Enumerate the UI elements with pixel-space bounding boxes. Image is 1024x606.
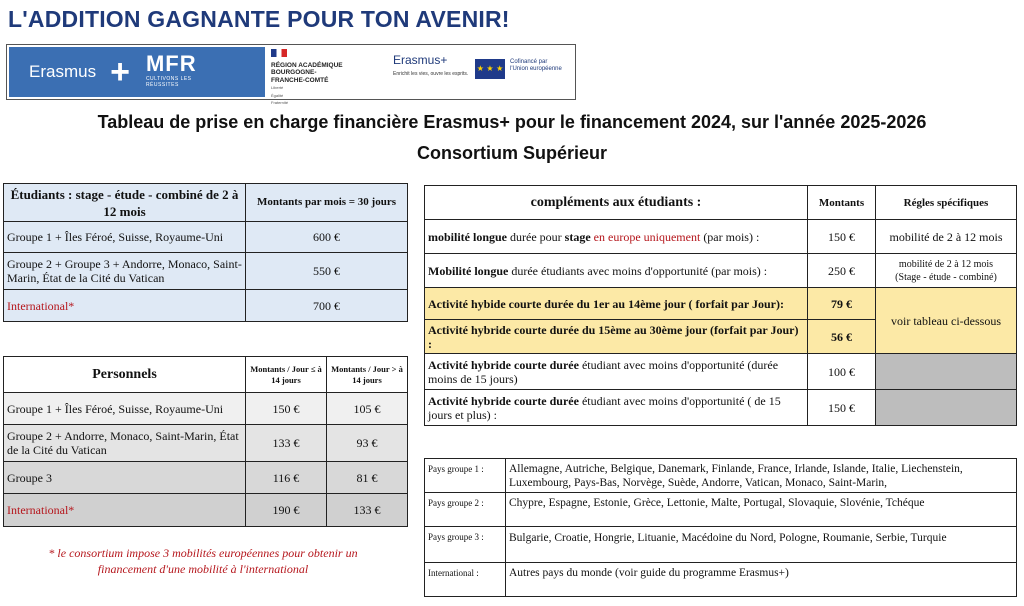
staff-row-amount-le14: 190 € xyxy=(246,494,327,527)
region-line-1: RÉGION ACADÉMIQUE xyxy=(271,61,343,69)
complement-row-rule: mobilité de 2 à 12 mois xyxy=(876,220,1017,254)
staff-amount-le14-header: Montants / Jour ≤ à 14 jours xyxy=(246,357,327,393)
staff-row-amount-gt14: 93 € xyxy=(327,425,408,462)
region-academique-logo xyxy=(271,49,381,107)
complements-rules-header: Régles spécifiques xyxy=(876,186,1017,220)
mfr-logo xyxy=(146,52,226,92)
students-amount-header: Montants par mois = 30 jours xyxy=(246,184,408,222)
complement-row-label: Activité hybide courte durée du 1er au 14ème jour ( forfait par Jour): xyxy=(425,288,808,320)
eu-cofinance-text xyxy=(510,59,562,73)
country-group-list: Autres pays du monde (voir guide du programme Erasmus+) xyxy=(506,563,1017,597)
region-motto-3: Fraternité xyxy=(271,100,289,105)
country-group-label: Pays groupe 2 : xyxy=(425,493,506,527)
students-table xyxy=(3,183,408,322)
complement-row-amount: 79 € xyxy=(808,288,876,320)
complement-row-amount: 150 € xyxy=(808,220,876,254)
country-group-label: International : xyxy=(425,563,506,597)
mfr-tagline: CULTIVONS LES RÉUSSITES xyxy=(145,76,192,88)
erasmus-label: Erasmus xyxy=(29,62,97,81)
country-group-list: Chypre, Espagne, Estonie, Grèce, Lettonie, Malte, Portugal, Slovaquie, Slovénie, Tchéque xyxy=(506,493,1017,527)
region-motto-2: Égalité xyxy=(271,92,284,98)
eu-text-1: Cofinancé par xyxy=(510,59,548,65)
staff-row-amount-gt14: 105 € xyxy=(327,393,408,425)
students-row-amount: 550 € xyxy=(246,253,408,290)
erasmus-mfr-logo xyxy=(9,47,265,97)
complement-row-rule-empty xyxy=(876,390,1017,426)
partner-logos-banner xyxy=(6,44,576,105)
country-group-list: Allemagne, Autriche, Belgique, Danemark, Finlande, France, Irlande, Islande, Italie, Liechenstein, Luxembourg, Pays-Bas, Norvège, Suède, Andorre, Vatican, Monaco, Saint-Marin, xyxy=(506,459,1017,493)
complements-header: compléments aux étudiants : xyxy=(425,186,808,220)
staff-table xyxy=(3,356,408,527)
erasmus-plus-tagline: Enrichit les vies, ouvre les esprits. xyxy=(393,71,469,77)
complement-row-label: Activité hybride courte durée étudiant avec moins d'opportunité (durée moins de 15 jours) xyxy=(425,354,808,390)
region-line-2: BOURGOGNE- xyxy=(271,69,317,76)
staff-row-amount-le14: 133 € xyxy=(246,425,327,462)
complements-table xyxy=(424,185,1017,426)
staff-row-label: Groupe 2 + Andorre, Monaco, Saint-Marin, État de la Cité du Vatican xyxy=(4,425,246,462)
erasmus-plus-label: Erasmus+ xyxy=(393,53,448,67)
consortium-footnote: * le consortium impose 3 mobilités européennes pour obtenir un financement d'une mobilité à l'international xyxy=(48,546,358,576)
staff-row-amount-gt14: 81 € xyxy=(327,462,408,494)
mfr-label: MFR xyxy=(145,51,197,76)
eu-flag-icon: ★ ★ ★ xyxy=(475,59,505,79)
staff-row-label: Groupe 1 + Îles Féroé, Suisse, Royaume-Uni xyxy=(4,393,246,425)
complement-row-amount: 150 € xyxy=(808,390,876,426)
country-group-list: Bulgarie, Croatie, Hongrie, Lituanie, Macédoine du Nord, Pologne, Roumanie, Serbie, Turquie xyxy=(506,527,1017,563)
students-row-label: Groupe 1 + Îles Féroé, Suisse, Royaume-Uni xyxy=(4,222,246,253)
staff-row-label: International* xyxy=(4,494,246,527)
staff-amount-gt14-header: Montants / Jour > à 14 jours xyxy=(327,357,408,393)
staff-row-amount-le14: 116 € xyxy=(246,462,327,494)
staff-row-label: Groupe 3 xyxy=(4,462,246,494)
students-row-amount: 700 € xyxy=(246,290,408,322)
page-subtitle: Consortium Supérieur xyxy=(416,143,608,163)
staff-row-amount-le14: 150 € xyxy=(246,393,327,425)
page-headline: L'ADDITION GAGNANTE POUR TON AVENIR! xyxy=(8,6,510,32)
students-header: Étudiants : stage - étude - combiné de 2 à 12 mois xyxy=(4,184,246,222)
complement-row-amount: 100 € xyxy=(808,354,876,390)
plus-icon: + xyxy=(110,53,130,91)
staff-row-amount-gt14: 133 € xyxy=(327,494,408,527)
complement-row-amount: 250 € xyxy=(808,254,876,288)
complement-row-label: Activité hybride courte durée du 15ème au 30ème jour (forfait par Jour) : xyxy=(425,320,808,354)
complements-amount-header: Montants xyxy=(808,186,876,220)
region-line-3: FRANCHE-COMTÉ xyxy=(271,76,329,84)
erasmus-plus-logo xyxy=(393,53,483,77)
complement-row-label: Activité hybride courte durée étudiant avec moins d'opportunité ( de 15 jours et plus) : xyxy=(425,390,808,426)
complement-row-rule-empty xyxy=(876,354,1017,390)
staff-header: Personnels xyxy=(4,357,246,393)
countries-table xyxy=(424,458,1017,597)
region-motto-1: Liberté xyxy=(271,85,284,90)
country-group-label: Pays groupe 1 : xyxy=(425,459,506,493)
students-row-label: Groupe 2 + Groupe 3 + Andorre, Monaco, Saint-Marin, État de la Cité du Vatican xyxy=(4,253,246,290)
french-flag-icon xyxy=(271,49,287,57)
page-title: Tableau de prise en charge financière Erasmus+ pour le financement 2024, sur l'année 2025-2026 xyxy=(97,112,927,132)
complement-row-label: mobilité longue durée pour stage en europe uniquement (par mois) : xyxy=(425,220,808,254)
complement-row-rule: mobilité de 2 à 12 mois (Stage - étude - combiné) xyxy=(876,254,1017,288)
complement-row-amount: 56 € xyxy=(808,320,876,354)
complement-row-label: Mobilité longue durée étudiants avec moins d'opportunité (par mois) : xyxy=(425,254,808,288)
complement-row-rule: voir tableau ci-dessous xyxy=(876,288,1017,354)
country-group-label: Pays groupe 3 : xyxy=(425,527,506,563)
students-row-label: International* xyxy=(4,290,246,322)
students-row-amount: 600 € xyxy=(246,222,408,253)
eu-text-2: l'Union européenne xyxy=(510,66,562,72)
